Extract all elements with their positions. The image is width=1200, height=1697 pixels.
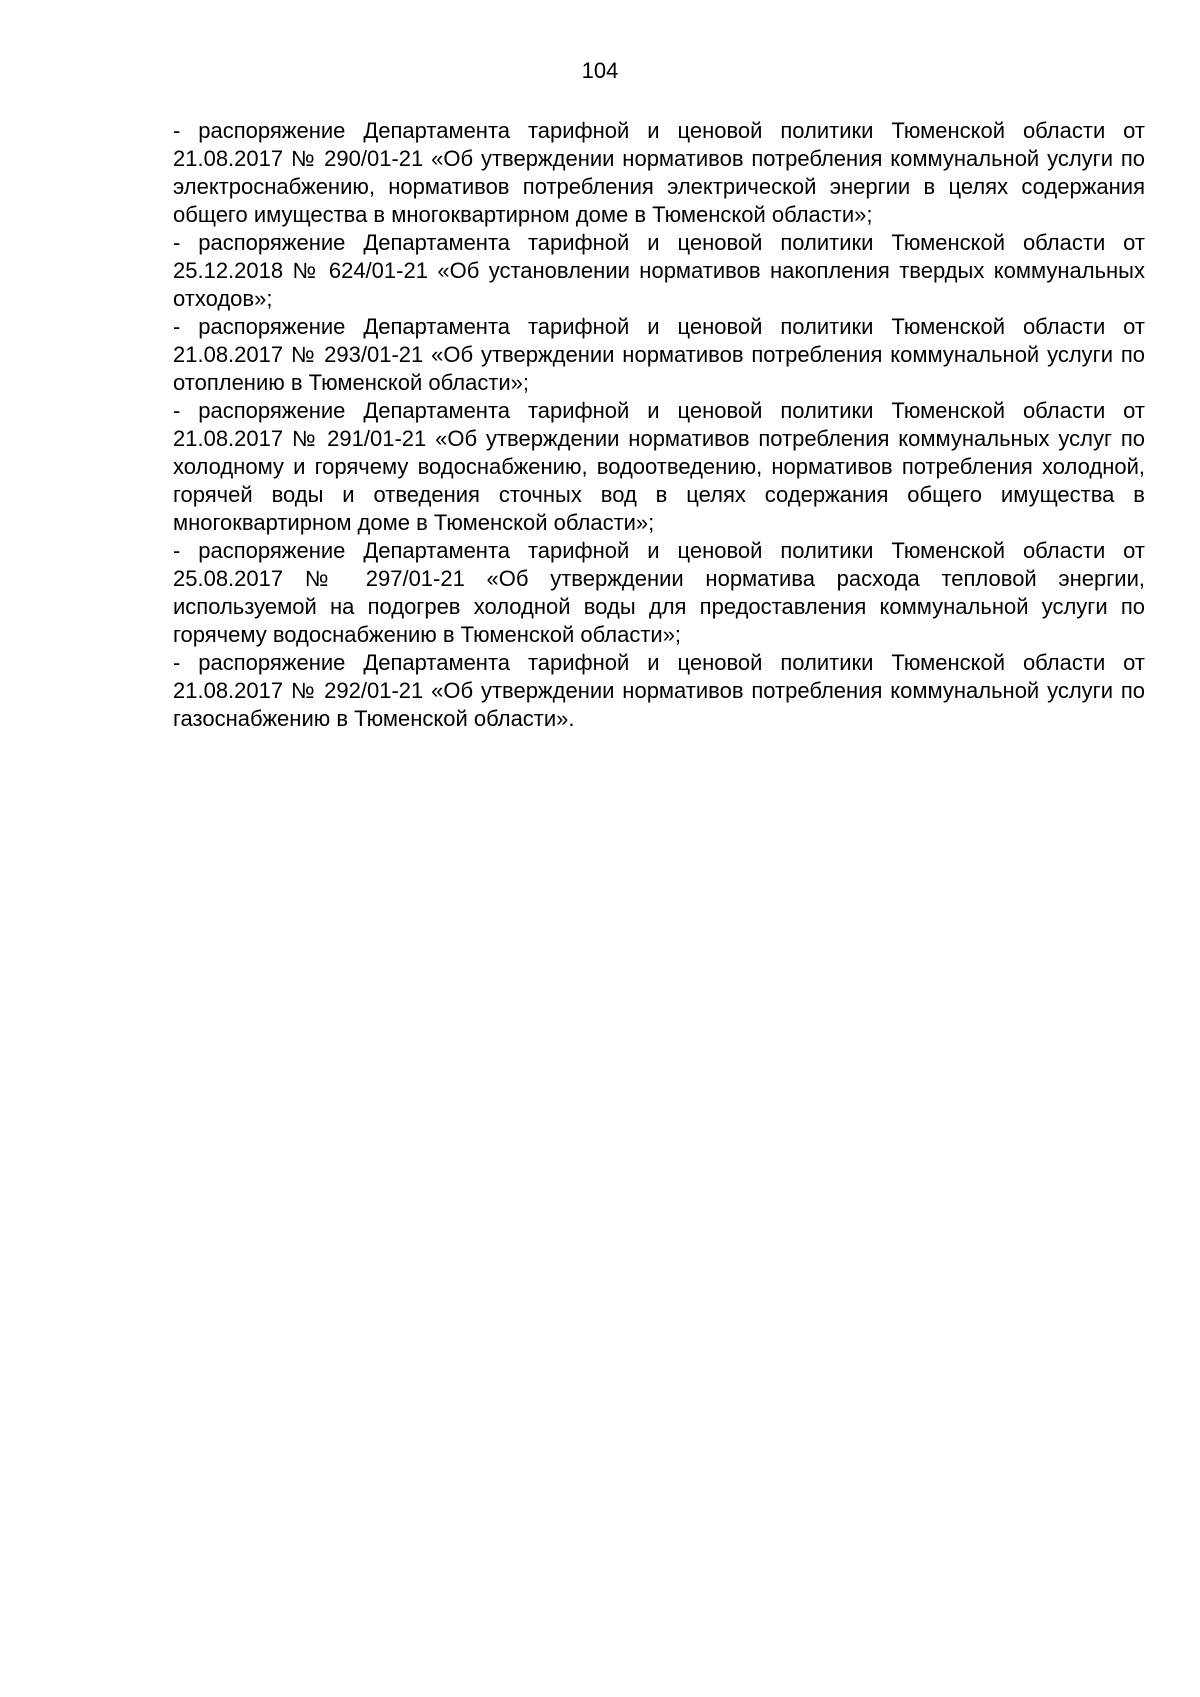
list-item: - распоряжение Департамента тарифной и ценовой политики Тюменской области от 25.12.2018 № 624/01-21 «Об установлении нормативов накопления твердых коммунальных отходов»; [173,230,1145,311]
list-item: - распоряжение Департамента тарифной и ценовой политики Тюменской области от 21.08.2017 № 292/01-21 «Об утверждении нормативов потребления коммунальной услуги по газоснабжению в Тюменской области». [173,650,1145,731]
page-number: 104 [581,58,619,83]
document-body [173,117,1145,733]
list-item: - распоряжение Департамента тарифной и ценовой политики Тюменской области от 21.08.2017 № 293/01-21 «Об утверждении нормативов потребления коммунальной услуги по отоплению в Тюменской области»; [173,314,1145,395]
list-item: - распоряжение Департамента тарифной и ценовой политики Тюменской области от 21.08.2017 № 291/01-21 «Об утверждении нормативов потребления коммунальных услуг по холодному и горячему водоснабжению, водоотведению, нормативов потребления холодной, горячей воды и отведения сточных вод в целях содержания общего имущества в многоквартирном доме в Тюменской области»; [173,398,1145,535]
list-item: - распоряжение Департамента тарифной и ценовой политики Тюменской области от 25.08.2017 № 297/01-21 «Об утверждении норматива расхода тепловой энергии, используемой на подогрев холодной воды для предоставления коммунальной услуги по горячему водоснабжению в Тюменской области»; [173,538,1145,647]
list-item: - распоряжение Департамента тарифной и ценовой политики Тюменской области от 21.08.2017 № 290/01-21 «Об утверждении нормативов потребления коммунальной услуги по электроснабжению, нормативов потребления электрической энергии в целях содержания общего имущества в многоквартирном доме в Тюменской области»; [173,118,1145,227]
